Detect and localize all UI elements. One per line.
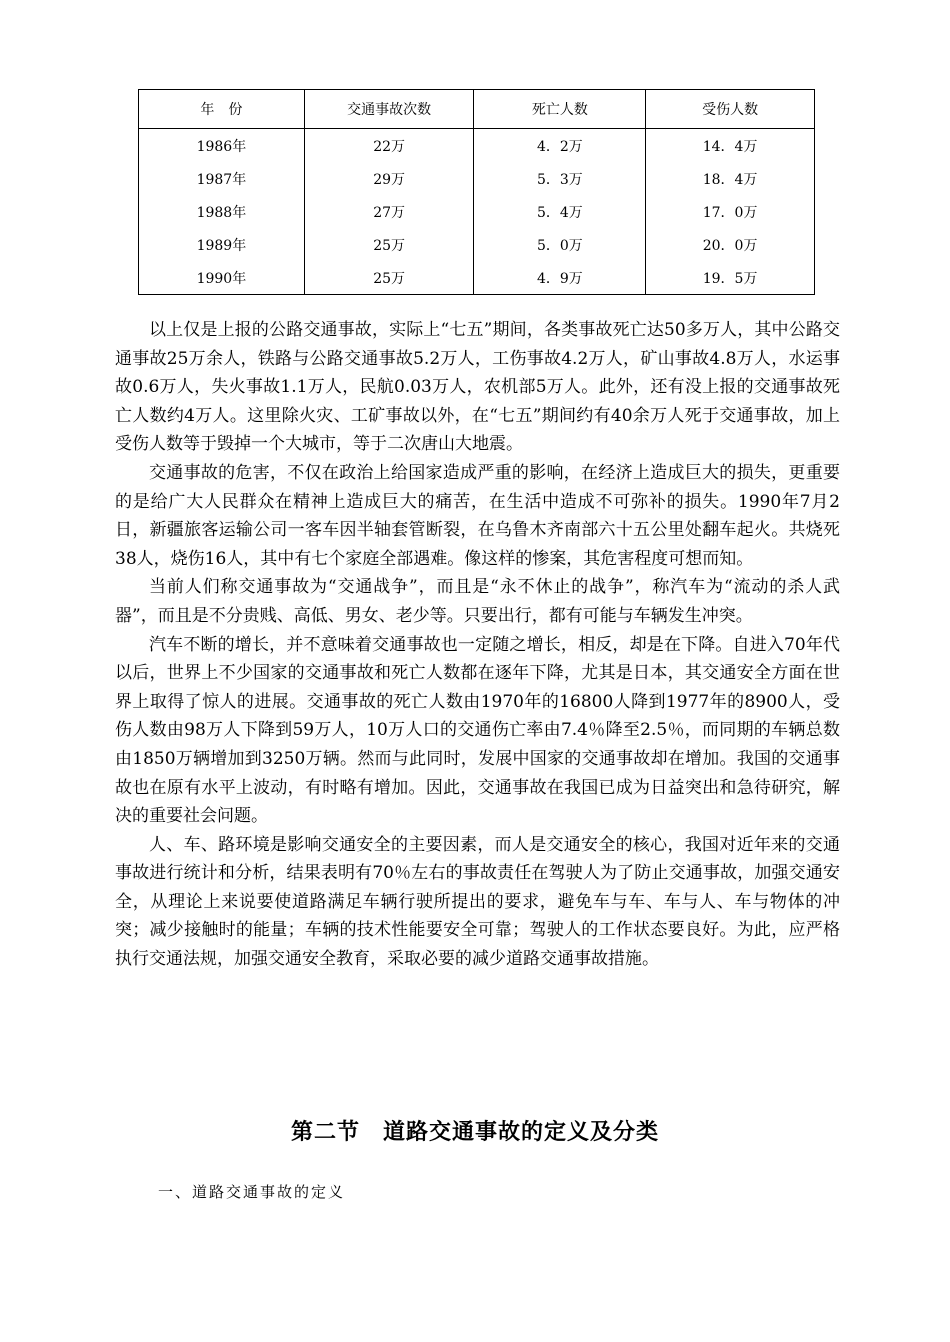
header-deaths: 死亡人数 <box>474 90 646 129</box>
accident-statistics-table <box>138 89 815 295</box>
cell-injuries: 20．0万 <box>646 228 815 261</box>
table-row <box>139 162 815 195</box>
paragraph-international-trend: 汽车不断的增长，并不意味着交通事故也一定随之增长，相反，却是在下降。自进入70年代以后，世界上不少国家的交通事故和死亡人数都在逐年下降，尤其是日本，其交通安全方面在世界上取得了惊人的进展。交通事故的死亡人数由1970年的16800人降到1977年的8900人，受伤人数由98万人下降到59万人，10万人口的交通伤亡率由7.4％降至2.5％，而同期的车辆总数由1850万辆增加到3250万辆。然而与此同时，发展中国家的交通事故却在增加。我国的交通事故也在原有水平上波动，有时略有增加。因此，交通事故在我国已成为日益突出和急待研究，解决的重要社会问题。 <box>115 634 840 827</box>
cell-year: 1986年 <box>139 129 305 163</box>
table-row <box>139 228 815 261</box>
header-accidents: 交通事故次数 <box>304 90 474 129</box>
cell-injuries: 18．4万 <box>646 162 815 195</box>
section-title: 第二节 道路交通事故的定义及分类 <box>290 1120 659 1145</box>
cell-injuries: 17．0万 <box>646 195 815 228</box>
cell-deaths: 5．3万 <box>474 162 646 195</box>
cell-year: 1990年 <box>139 261 305 295</box>
cell-injuries: 14．4万 <box>646 129 815 163</box>
subheading: 一、道路交通事故的定义 <box>158 1183 346 1201</box>
cell-year: 1989年 <box>139 228 305 261</box>
header-injuries: 受伤人数 <box>646 90 815 129</box>
cell-deaths: 5．4万 <box>474 195 646 228</box>
cell-year: 1988年 <box>139 195 305 228</box>
table-row <box>139 129 815 163</box>
paragraph-traffic-war: 当前人们称交通事故为“交通战争”，而且是“永不休止的战争”，称汽车为“流动的杀人武器”，而且是不分贵贱、高低、男女、老少等。只要出行，都有可能与车辆发生冲突。 <box>115 577 840 626</box>
table-row <box>139 261 815 295</box>
cell-deaths: 5．0万 <box>474 228 646 261</box>
paragraph-harm: 交通事故的危害，不仅在政治上给国家造成严重的影响，在经济上造成巨大的损失，更重要的是给广大人民群众在精神上造成巨大的痛苦，在生活中造成不可弥补的损失。1990年7月2日，新疆旅客运输公司一客车因半轴套管断裂，在乌鲁木齐南部六十五公里处翻车起火。共烧死38人，烧伤16人，其中有七个家庭全部遇难。像这样的惨案，其危害程度可想而知。 <box>115 462 840 569</box>
table-row <box>139 195 815 228</box>
cell-accidents: 22万 <box>304 129 474 163</box>
header-year: 年 份 <box>139 90 305 129</box>
cell-accidents: 25万 <box>304 261 474 295</box>
body-text <box>115 316 840 974</box>
cell-deaths: 4．2万 <box>474 129 646 163</box>
cell-accidents: 25万 <box>304 228 474 261</box>
cell-injuries: 19．5万 <box>646 261 815 295</box>
table-header-row <box>139 90 815 129</box>
paragraph-safety-factors: 人、车、路环境是影响交通安全的主要因素，而人是交通安全的核心，我国对近年来的交通事故进行统计和分析，结果表明有70％左右的事故责任在驾驶人为了防止交通事故，加强交通安全，从理论上来说要使道路满足车辆行驶所提出的要求，避免车与车、车与人、车与物体的冲突；减少接触时的能量；车辆的技术性能要安全可靠；驾驶人的工作状态要良好。为此，应严格执行交通法规，加强交通安全教育，采取必要的减少道路交通事故措施。 <box>115 834 840 970</box>
paragraph-statistics-summary: 以上仅是上报的公路交通事故，实际上“七五”期间，各类事故死亡达50多万人，其中公路交通事故25万余人，铁路与公路交通事故5.2万人，工伤事故4.2万人，矿山事故4.8万人，水运事故0.6万人，失火事故1.1万人，民航0.03万人，农机部5万人。此外，还有没上报的交通事故死亡人数约4万人。这里除火灾、工矿事故以外，在“七五”期间约有40余万人死于交通事故，加上受伤人数等于毁掉一个大城市，等于二次唐山大地震。 <box>115 320 840 455</box>
cell-accidents: 27万 <box>304 195 474 228</box>
cell-deaths: 4．9万 <box>474 261 646 295</box>
cell-accidents: 29万 <box>304 162 474 195</box>
cell-year: 1987年 <box>139 162 305 195</box>
